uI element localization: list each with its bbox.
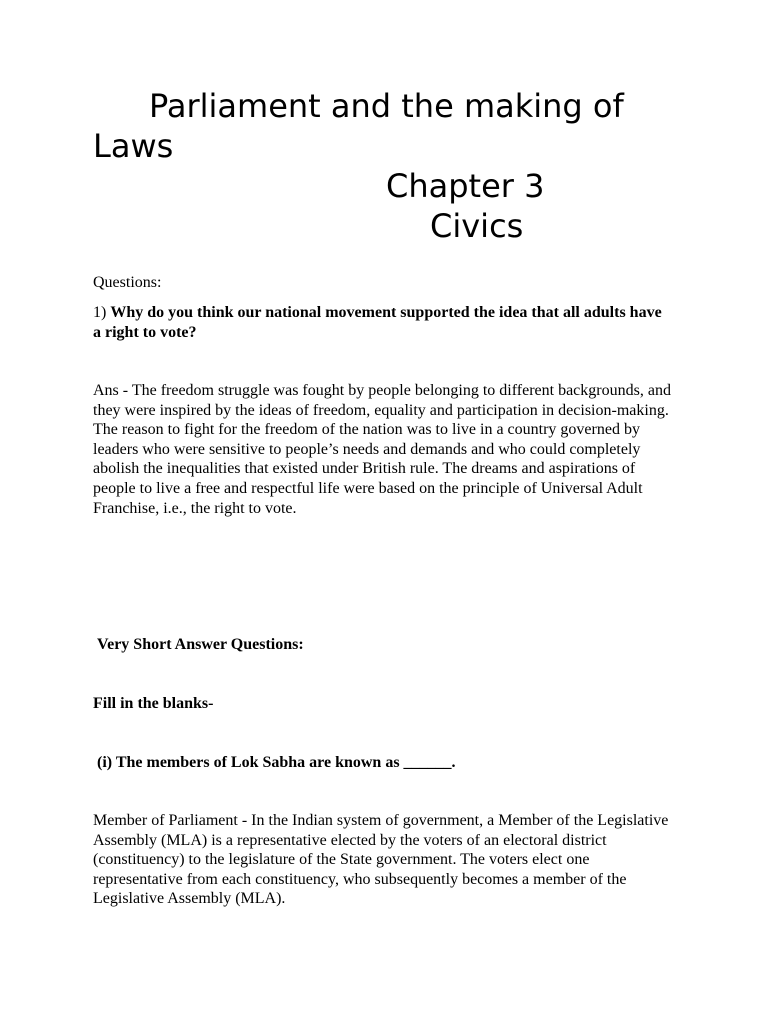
answer-1: Ans - The freedom struggle was fought by people belonging to different backgrounds, and they were inspired by the ideas of freedom, equality and participation in decision-making. The reason to fight for the freedom of the nation was to live in a country governed by leaders who were sensitive to people’s needs and demands and who could completely abolish the inequalities that existed under British rule. The dreams and aspirations of people to live a free and respectful life were based on the principle of Universal Adult Franchise, i.e., the right to vote.: [93, 382, 671, 517]
question-1-number: 1): [93, 304, 111, 321]
subject-heading: Civics: [430, 207, 524, 245]
blank-answer-1: Member of Parliament - In the Indian system of government, a Member of the Legislative Assembly (MLA) is a representative elected by the voters of an electoral district (constituency) to the legislature of the State government. The voters elect one representative from each constituency, who subsequently becomes a member of the Legislative Assembly (MLA).: [93, 812, 669, 908]
fill-in-blanks-heading: Fill in the blanks-: [93, 695, 214, 712]
questions-label: Questions:: [93, 274, 162, 291]
question-1-text: Why do you think our national movement supported the idea that all adults have a right to vote?: [93, 304, 662, 341]
very-short-answer-heading: Very Short Answer Questions:: [97, 636, 304, 653]
title-line-1: Parliament and the making of: [149, 87, 624, 125]
blank-question-1: (i) The members of Lok Sabha are known as ______.: [97, 754, 456, 771]
chapter-heading: Chapter 3: [386, 167, 545, 205]
question-1: [93, 303, 673, 342]
document-title: [93, 86, 693, 166]
title-line-2: Laws: [93, 127, 174, 165]
